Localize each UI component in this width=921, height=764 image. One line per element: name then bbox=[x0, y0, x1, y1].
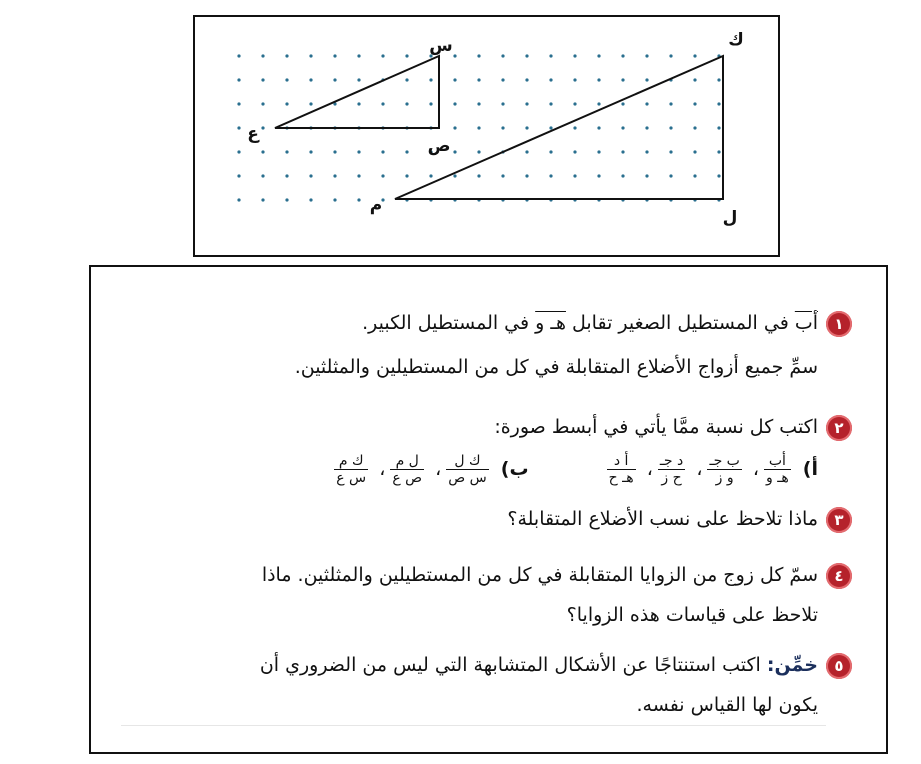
grid-dot bbox=[261, 198, 264, 201]
grid-dot bbox=[261, 78, 264, 81]
grid-dot bbox=[429, 102, 432, 105]
grid-dot bbox=[405, 150, 408, 153]
grid-dot bbox=[525, 102, 528, 105]
grid-dot bbox=[477, 126, 480, 129]
grid-dot bbox=[501, 126, 504, 129]
grid-dot bbox=[645, 150, 648, 153]
grid-dot bbox=[477, 174, 480, 177]
grid-dot bbox=[669, 174, 672, 177]
grid-dot bbox=[333, 198, 336, 201]
grid-dot bbox=[573, 54, 576, 57]
label-ain: ع bbox=[247, 124, 259, 144]
grid-dot bbox=[357, 150, 360, 153]
grid-dot bbox=[597, 150, 600, 153]
grid-dot bbox=[429, 78, 432, 81]
grid-dot bbox=[333, 78, 336, 81]
grid-dot bbox=[621, 54, 624, 57]
grid-dot bbox=[237, 198, 240, 201]
grid-dot bbox=[621, 150, 624, 153]
figure-box bbox=[193, 15, 780, 257]
grid-dot bbox=[501, 102, 504, 105]
label-lam: ل bbox=[722, 208, 738, 228]
grid-dot bbox=[381, 54, 384, 57]
questions-box bbox=[89, 265, 888, 754]
grid-dot bbox=[357, 54, 360, 57]
grid-dot bbox=[261, 54, 264, 57]
question-text: ماذا تلاحظ على نسب الأضلاع المتقابلة؟ bbox=[507, 508, 818, 530]
grid-dot bbox=[285, 54, 288, 57]
label-meem: م bbox=[369, 195, 383, 215]
grid-dot bbox=[453, 174, 456, 177]
grid-dot bbox=[645, 54, 648, 57]
question-number-badge: ١ bbox=[826, 311, 852, 337]
question-4 bbox=[262, 555, 852, 595]
question-2-ratios bbox=[332, 451, 818, 487]
grid-dot bbox=[237, 78, 240, 81]
grid-dot bbox=[597, 102, 600, 105]
question-2 bbox=[494, 407, 852, 447]
grid-dot bbox=[453, 126, 456, 129]
separator: ، bbox=[435, 458, 442, 480]
grid-dot bbox=[645, 174, 648, 177]
grid-dot bbox=[405, 54, 408, 57]
grid-dot bbox=[549, 102, 552, 105]
label-saad: ص bbox=[427, 136, 451, 156]
keyword-guess: خمِّن: bbox=[766, 654, 818, 676]
grid-dot bbox=[309, 78, 312, 81]
grid-dot bbox=[525, 78, 528, 81]
grid-dot bbox=[357, 174, 360, 177]
question-number-badge: ٤ bbox=[826, 563, 852, 589]
grid-dot bbox=[237, 54, 240, 57]
fraction: $\frac{\text{أ د}}{\text{هـ ح}}$ bbox=[608, 453, 634, 486]
fraction: $\frac{\text{ل م}}{\text{ص ع}}$ bbox=[392, 453, 423, 486]
grid-dot bbox=[525, 54, 528, 57]
grid-dot bbox=[381, 150, 384, 153]
grid-dot bbox=[285, 78, 288, 81]
grid-dot bbox=[333, 54, 336, 57]
grid-dot bbox=[453, 150, 456, 153]
question-4-line-2 bbox=[567, 595, 818, 635]
grid-dot bbox=[645, 126, 648, 129]
grid-dot bbox=[237, 150, 240, 153]
part-a-label: أ) bbox=[802, 458, 818, 480]
question-text: اكتب كل نسبة ممَّا يأتي في أبسط صورة: bbox=[494, 416, 818, 438]
grid-dot bbox=[573, 174, 576, 177]
grid-dot bbox=[549, 78, 552, 81]
grid-dot bbox=[501, 78, 504, 81]
grid-dot bbox=[429, 174, 432, 177]
grid-dot bbox=[669, 150, 672, 153]
part-b-label: ب) bbox=[500, 458, 529, 480]
grid-dot bbox=[309, 150, 312, 153]
grid-dot bbox=[669, 126, 672, 129]
question-number-badge: ٣ bbox=[826, 507, 852, 533]
grid-dot bbox=[573, 150, 576, 153]
grid-dot bbox=[357, 198, 360, 201]
fraction: $\frac{\text{ك م}}{\text{س ع}}$ bbox=[336, 453, 367, 486]
grid-dot bbox=[405, 78, 408, 81]
question-5 bbox=[260, 645, 852, 685]
grid-dot bbox=[597, 54, 600, 57]
grid-dot bbox=[597, 174, 600, 177]
large-triangle bbox=[395, 56, 723, 199]
label-kaf: ك bbox=[728, 30, 744, 50]
grid-dot bbox=[261, 150, 264, 153]
grid-dot bbox=[573, 102, 576, 105]
grid-dot bbox=[453, 54, 456, 57]
grid-dot bbox=[501, 54, 504, 57]
grid-dot bbox=[453, 102, 456, 105]
grid-dot bbox=[717, 78, 720, 81]
grid-dot bbox=[549, 150, 552, 153]
grid-dot bbox=[621, 102, 624, 105]
separator: ، bbox=[646, 458, 653, 480]
separator: ، bbox=[752, 458, 760, 480]
grid-dot bbox=[717, 102, 720, 105]
grid-dot bbox=[309, 198, 312, 201]
question-3 bbox=[507, 499, 852, 539]
grid-dot bbox=[693, 150, 696, 153]
grid-dot bbox=[357, 78, 360, 81]
grid-dot bbox=[693, 78, 696, 81]
grid-dot bbox=[309, 102, 312, 105]
fraction: $\frac{\text{ب جـ}}{\text{و ز}}$ bbox=[709, 453, 740, 486]
grid-dot bbox=[645, 78, 648, 81]
grid-dot bbox=[621, 126, 624, 129]
separator: ، bbox=[696, 458, 703, 480]
grid-dot bbox=[261, 102, 264, 105]
grid-dot bbox=[477, 54, 480, 57]
grid-dot bbox=[573, 78, 576, 81]
grid-dot bbox=[309, 54, 312, 57]
grid-dot bbox=[237, 102, 240, 105]
grid-dot bbox=[693, 126, 696, 129]
question-text: تلاحظ على قياسات هذه الزوايا؟ bbox=[566, 604, 818, 626]
grid-dot bbox=[261, 174, 264, 177]
grid-dot bbox=[621, 174, 624, 177]
grid-dot bbox=[549, 174, 552, 177]
fraction: $\frac{\text{أب}}{\text{هـ و}}$ bbox=[766, 453, 789, 486]
segment-hw: هـ و bbox=[535, 312, 566, 334]
grid-dot bbox=[357, 102, 360, 105]
grid-dot bbox=[405, 174, 408, 177]
grid-dot bbox=[285, 150, 288, 153]
grid-dot bbox=[309, 174, 312, 177]
grid-dot bbox=[621, 78, 624, 81]
grid-dot bbox=[261, 126, 264, 129]
grid-dot bbox=[333, 150, 336, 153]
grid-dot bbox=[285, 198, 288, 201]
question-number-badge: ٥ bbox=[826, 653, 852, 679]
grid-dot bbox=[285, 102, 288, 105]
small-triangle bbox=[275, 56, 439, 128]
grid-dot bbox=[525, 150, 528, 153]
grid-dot bbox=[669, 54, 672, 57]
grid-dot bbox=[477, 102, 480, 105]
grid-dot bbox=[237, 174, 240, 177]
grid-dot bbox=[333, 174, 336, 177]
question-text: في المستطيل الكبير. bbox=[362, 312, 536, 334]
grid-dot bbox=[477, 150, 480, 153]
grid-dot bbox=[693, 54, 696, 57]
fraction: $\frac{\text{د جـ}}{\text{ح ز}}$ bbox=[659, 453, 684, 486]
triangles-figure bbox=[195, 17, 778, 255]
grid-dot bbox=[525, 126, 528, 129]
grid-dot bbox=[693, 174, 696, 177]
segment-ab: أب bbox=[794, 312, 818, 334]
divider bbox=[121, 725, 826, 726]
label-seen: س bbox=[429, 36, 453, 56]
question-number-badge: ٢ bbox=[826, 415, 852, 441]
grid-dot bbox=[285, 174, 288, 177]
grid-dot bbox=[453, 78, 456, 81]
grid-dot bbox=[717, 174, 720, 177]
grid-dot bbox=[381, 102, 384, 105]
grid-dot bbox=[597, 78, 600, 81]
question-text: سمّ كل زوج من الزوايا المتقابلة في كل من المستطيلين والمثلثين. ماذا bbox=[261, 564, 818, 586]
fraction: $\frac{\text{ك ل}}{\text{س ص}}$ bbox=[448, 453, 487, 486]
grid-dot bbox=[501, 174, 504, 177]
grid-dot bbox=[573, 126, 576, 129]
question-1-line-2 bbox=[295, 347, 818, 387]
grid-dot bbox=[717, 150, 720, 153]
question-text: اكتب استنتاجًا عن الأشكال المتشابهة التي ليس من الضروري أن bbox=[259, 654, 767, 676]
grid-dot bbox=[597, 126, 600, 129]
grid-dot bbox=[693, 102, 696, 105]
grid-dot bbox=[525, 174, 528, 177]
question-5-line-2 bbox=[637, 685, 818, 725]
question-text: سمِّ جميع أزواج الأضلاع المتقابلة في كل من المستطيلين والمثلثين. bbox=[294, 356, 818, 378]
grid-dot bbox=[549, 126, 552, 129]
grid-dot bbox=[645, 102, 648, 105]
question-1 bbox=[362, 303, 852, 343]
grid-dot bbox=[669, 102, 672, 105]
grid-dot bbox=[237, 126, 240, 129]
grid-dot bbox=[381, 174, 384, 177]
grid-dot bbox=[717, 126, 720, 129]
grid-dot bbox=[477, 78, 480, 81]
grid-dot bbox=[405, 102, 408, 105]
question-text: في المستطيل الصغير تقابل bbox=[565, 312, 795, 334]
question-text: يكون لها القياس نفسه. bbox=[636, 694, 818, 716]
grid-dot bbox=[549, 54, 552, 57]
separator: ، bbox=[379, 458, 386, 480]
